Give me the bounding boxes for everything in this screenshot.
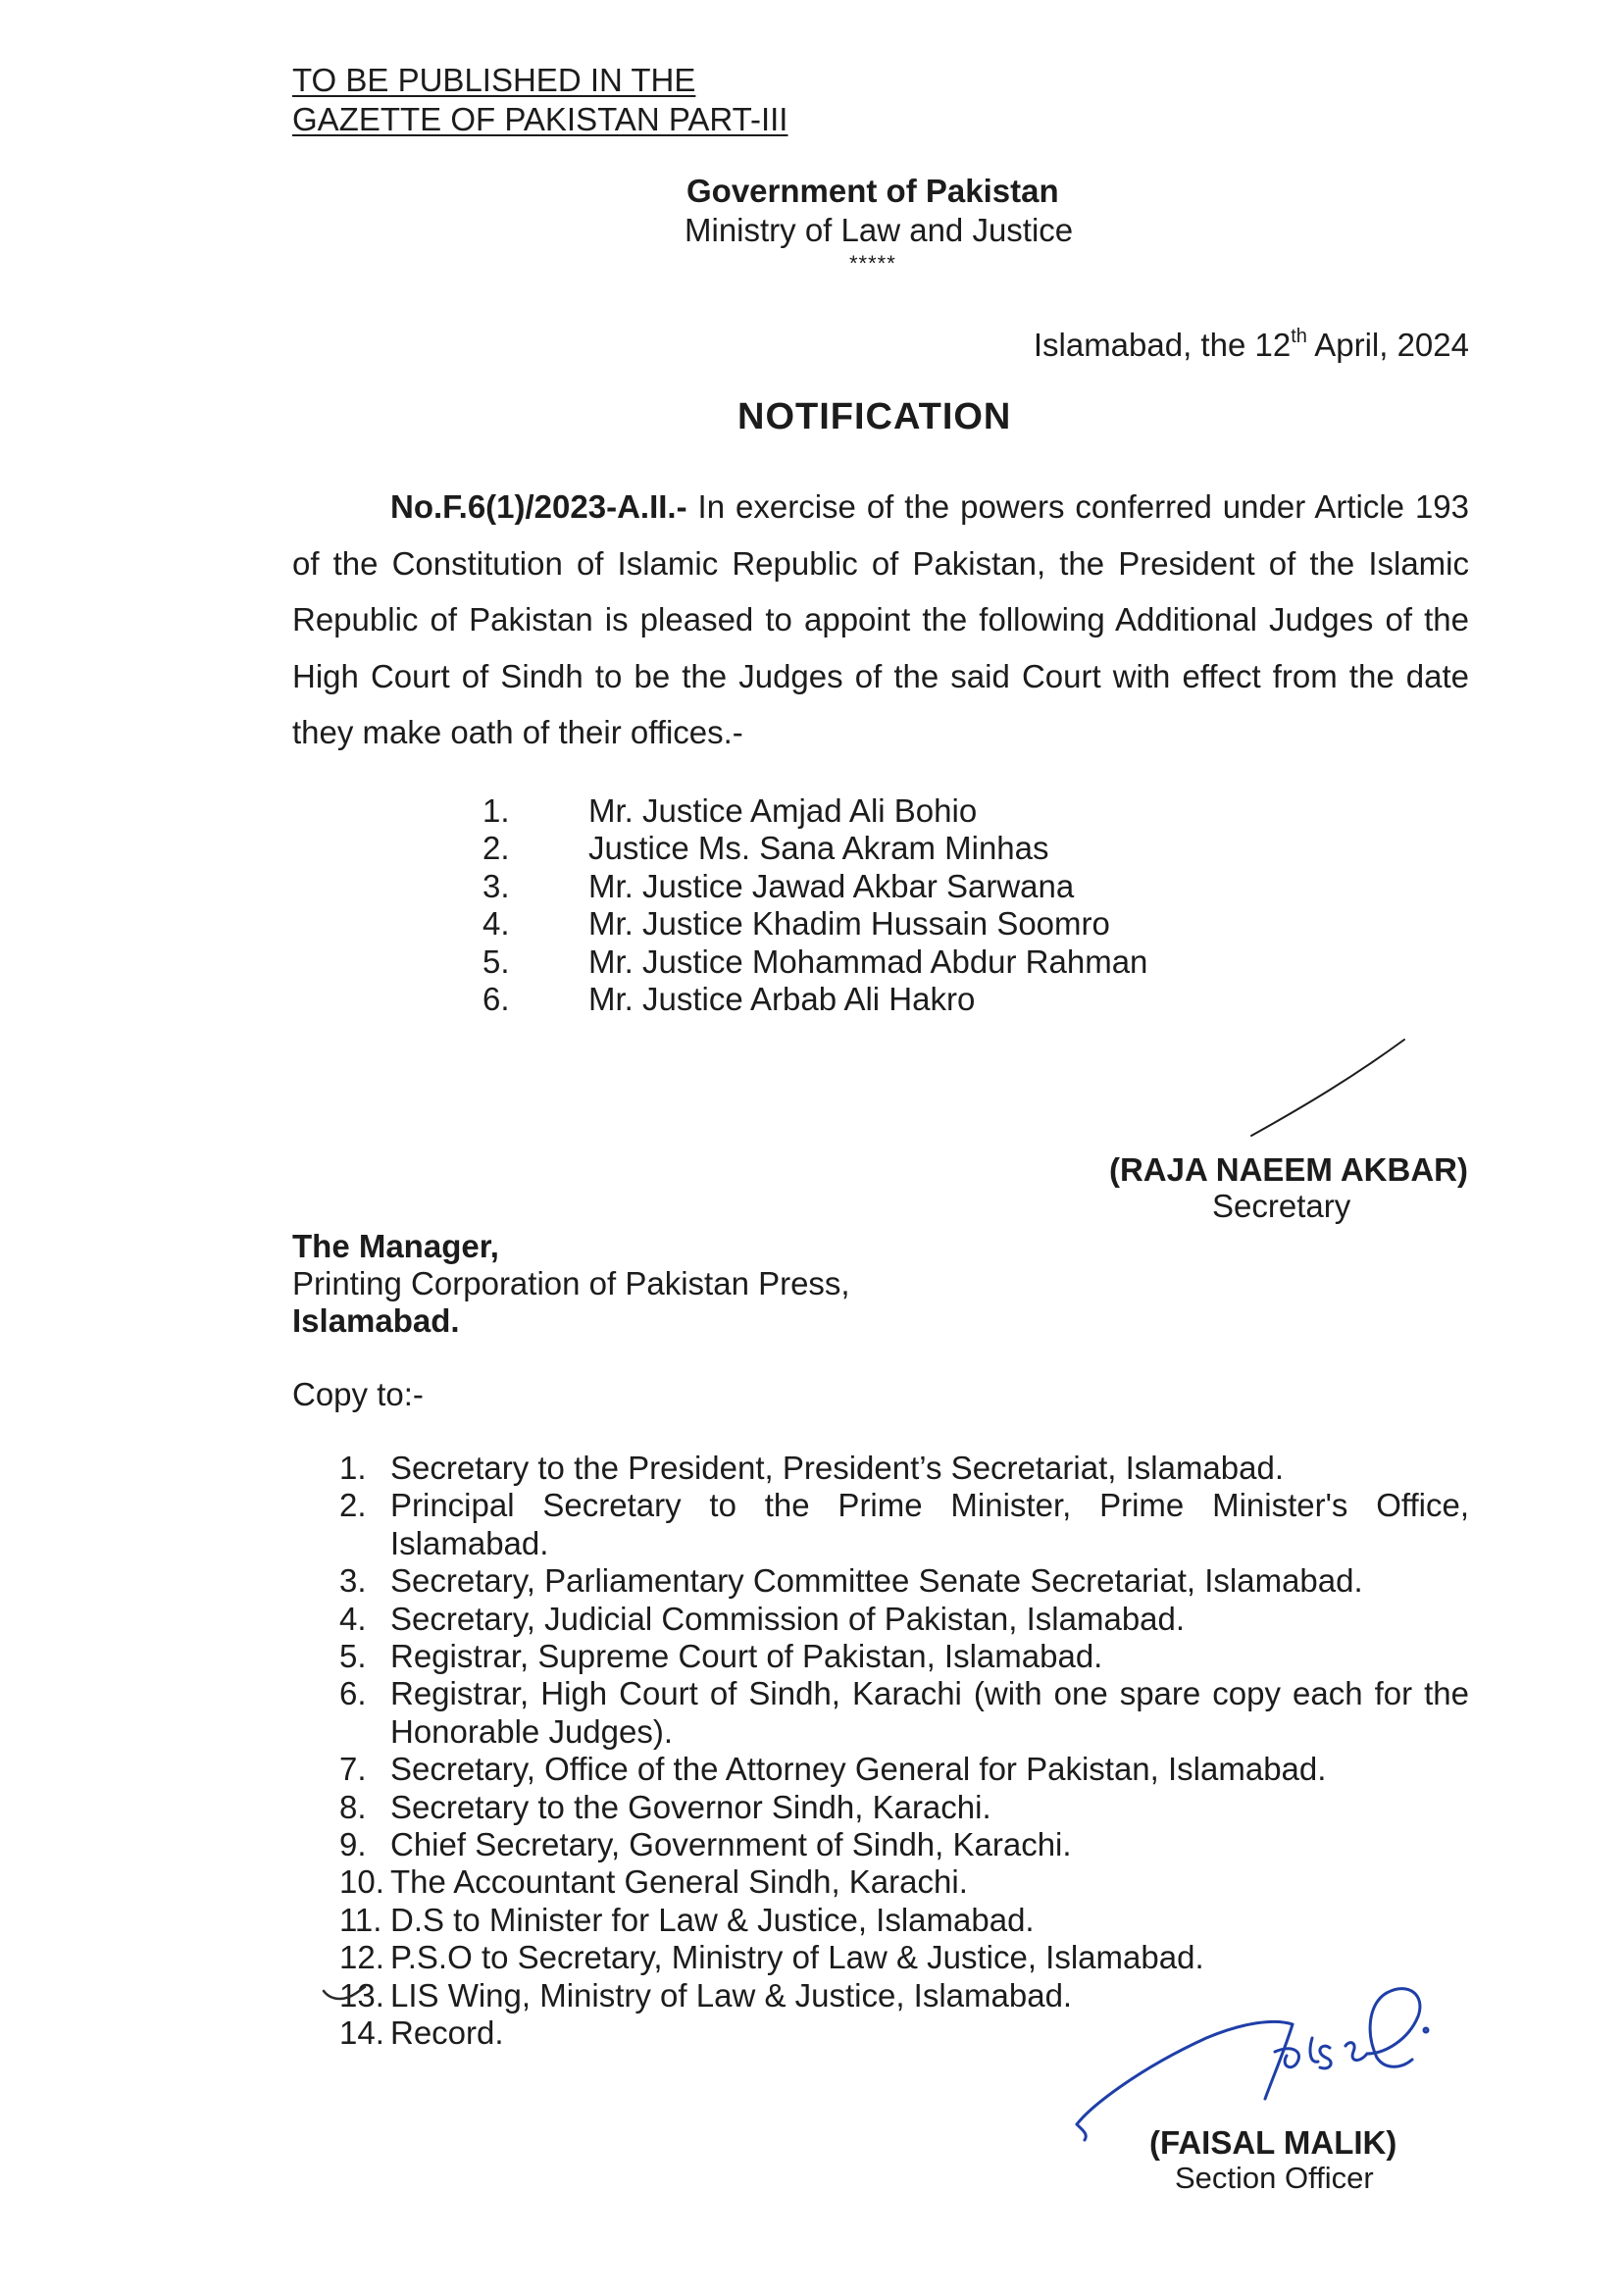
list-text: Secretary to the President, President’s Secretariat, Islamabad. — [390, 1450, 1285, 1486]
list-text: Secretary, Office of the Attorney General for Pakistan, Islamabad. — [390, 1751, 1327, 1788]
secretary-signature-stroke — [1251, 1040, 1404, 1136]
list-text: LIS Wing, Ministry of Law & Justice, Islamabad. — [390, 1976, 1073, 2014]
secretary-title: Secretary — [1212, 1188, 1351, 1224]
list-text: Secretary, Parliamentary Committee Senate Secretariat, Islamabad. — [390, 1562, 1363, 1600]
list-text: Chief Secretary, Government of Sindh, Karachi. — [390, 1826, 1072, 1863]
list-number: 10. — [339, 1863, 384, 1901]
list-number: 8. — [339, 1788, 367, 1825]
list-text: Record. — [390, 2014, 504, 2052]
list-text: Registrar, High Court of Sindh, Karachi (with one spare copy each for the Honorable Judges). — [390, 1675, 1469, 1750]
judge-name: Justice Ms. Sana Akram Minhas — [588, 830, 1049, 867]
list-text: Secretary, Judicial Commission of Pakistan, Islamabad. — [390, 1600, 1186, 1637]
list-text: Registrar, Supreme Court of Pakistan, Islamabad. — [390, 1638, 1103, 1675]
list-number: 7. — [339, 1751, 367, 1788]
list-number: 13. — [339, 1976, 384, 2014]
date-ordinal: th — [1291, 326, 1307, 347]
judge-name: Mr. Justice Jawad Akbar Sarwana — [588, 867, 1075, 904]
section-officer-signature — [1077, 1989, 1428, 2140]
judge-name: Mr. Justice Mohammad Abdur Rahman — [588, 943, 1148, 980]
list-number: 14. — [339, 2014, 384, 2052]
list-number: 3. — [482, 867, 510, 904]
addressee-line-3: Islamabad. — [292, 1302, 460, 1339]
section-officer-name: (FAISAL MALIK) — [1149, 2124, 1397, 2161]
list-number: 1. — [482, 792, 510, 829]
gazette-line-2: GAZETTE OF PAKISTAN PART-III — [292, 101, 788, 137]
notification-text: In exercise of the powers conferred under Article 193 of the Constitution of Islamic Republic of Pakistan, the President of the Islamic Republic of Pakistan is pleased to appoint the following Additional Judges of the High Court of Sindh to be the Judges of the said Court with effect from the date they make oath of their offices.- — [292, 488, 1470, 750]
judge-name: Mr. Justice Arbab Ali Hakro — [588, 981, 976, 1018]
addressee-line-1: The Manager, — [292, 1228, 499, 1264]
notification-title: NOTIFICATION — [737, 396, 1012, 437]
list-number: 5. — [339, 1638, 367, 1675]
separator-stars: ***** — [849, 251, 896, 276]
tick-mark — [324, 1987, 365, 1999]
list-number: 4. — [339, 1600, 367, 1637]
list-number: 5. — [482, 943, 510, 980]
list-number: 6. — [482, 981, 510, 1018]
government-heading: Government of Pakistan — [686, 173, 1059, 209]
list-number: 12. — [339, 1939, 384, 1976]
list-number: 9. — [339, 1826, 367, 1863]
addressee-line-2: Printing Corporation of Pakistan Press, — [292, 1265, 850, 1301]
list-number: 6. — [339, 1675, 367, 1712]
list-number: 4. — [482, 905, 510, 943]
judge-name: Mr. Justice Amjad Ali Bohio — [588, 792, 978, 829]
list-number: 11. — [339, 1901, 382, 1938]
list-number: 3. — [339, 1562, 367, 1600]
list-number: 2. — [339, 1487, 367, 1524]
list-text: Secretary to the Governor Sindh, Karachi. — [390, 1788, 991, 1825]
date-prefix: Islamabad, the 12 — [1033, 327, 1292, 363]
gazette-line-1: TO BE PUBLISHED IN THE — [292, 62, 696, 98]
list-text: D.S to Minister for Law & Justice, Islamabad. — [390, 1901, 1035, 1938]
list-text: Principal Secretary to the Prime Minister, Prime Minister's Office, Islamabad. — [390, 1487, 1469, 1561]
ministry-heading: Ministry of Law and Justice — [685, 212, 1074, 248]
secretary-name: (RAJA NAEEM AKBAR) — [1108, 1151, 1468, 1188]
list-text: P.S.O to Secretary, Ministry of Law & Justice, Islamabad. — [390, 1939, 1204, 1976]
list-text: The Accountant General Sindh, Karachi. — [390, 1863, 968, 1901]
judge-name: Mr. Justice Khadim Hussain Soomro — [588, 905, 1110, 943]
copy-to-label: Copy to:- — [292, 1376, 424, 1412]
list-number: 2. — [482, 830, 510, 867]
notification-number: No.F.6(1)/2023-A.II.- — [390, 488, 687, 525]
section-officer-title: Section Officer — [1175, 2161, 1374, 2195]
date-rest: April, 2024 — [1306, 327, 1469, 363]
list-number: 1. — [339, 1450, 367, 1486]
